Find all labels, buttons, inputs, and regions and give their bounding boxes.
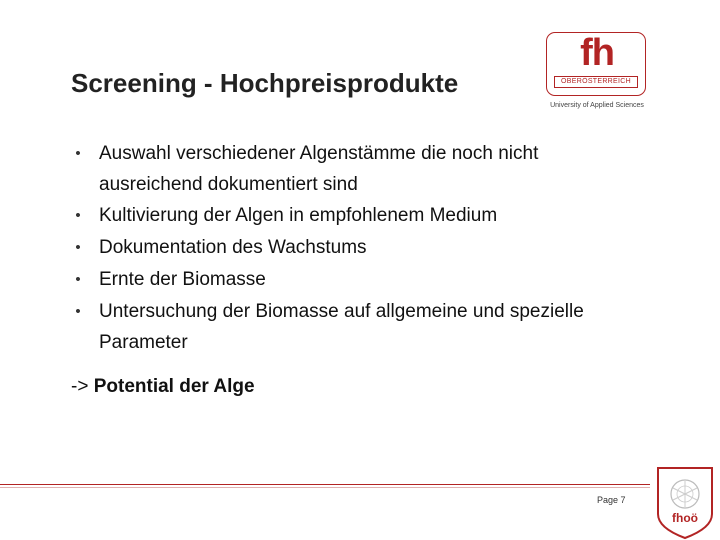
bullet-item	[72, 296, 632, 358]
slide-title: Screening - Hochpreisprodukte	[71, 68, 459, 98]
bullet-dot-icon: •	[75, 207, 81, 224]
bullet-list	[72, 138, 632, 358]
bullet-item	[72, 138, 632, 200]
bullet-item	[72, 264, 632, 296]
bullet-text: Ernte der Biomasse	[99, 269, 266, 290]
bullet-dot-icon: •	[75, 271, 81, 288]
conclusion-arrow: ->	[71, 376, 89, 397]
bullet-text: Auswahl verschiedener Algenstämme die noch nicht ausreichend dokumentiert sind	[99, 143, 539, 195]
bullet-text: Untersuchung der Biomasse auf allgemeine und spezielle Parameter	[99, 301, 584, 353]
logo-mark: fh	[580, 32, 614, 74]
conclusion-text: Potential der Alge	[93, 376, 255, 397]
bullet-item	[72, 232, 632, 264]
bullet-dot-icon: •	[75, 303, 81, 320]
badge-text: fhoö	[672, 511, 698, 525]
bullet-item	[72, 200, 632, 232]
conclusion	[71, 376, 255, 398]
bullet-text: Dokumentation des Wachstums	[99, 237, 367, 258]
bullet-dot-icon: •	[75, 145, 81, 162]
bullet-text: Kultivierung der Algen in empfohlenem Medium	[99, 205, 498, 226]
bullet-dot-icon: •	[75, 239, 81, 256]
fh-logo	[546, 32, 648, 112]
logo-band: OBERÖSTERREICH	[554, 76, 638, 88]
footer-divider	[0, 484, 650, 485]
fhooe-badge-icon	[650, 462, 720, 540]
footer-divider-secondary	[0, 487, 650, 488]
logo-subtitle: University of Applied Sciences	[550, 102, 644, 109]
page-number: Page 7	[597, 495, 626, 505]
